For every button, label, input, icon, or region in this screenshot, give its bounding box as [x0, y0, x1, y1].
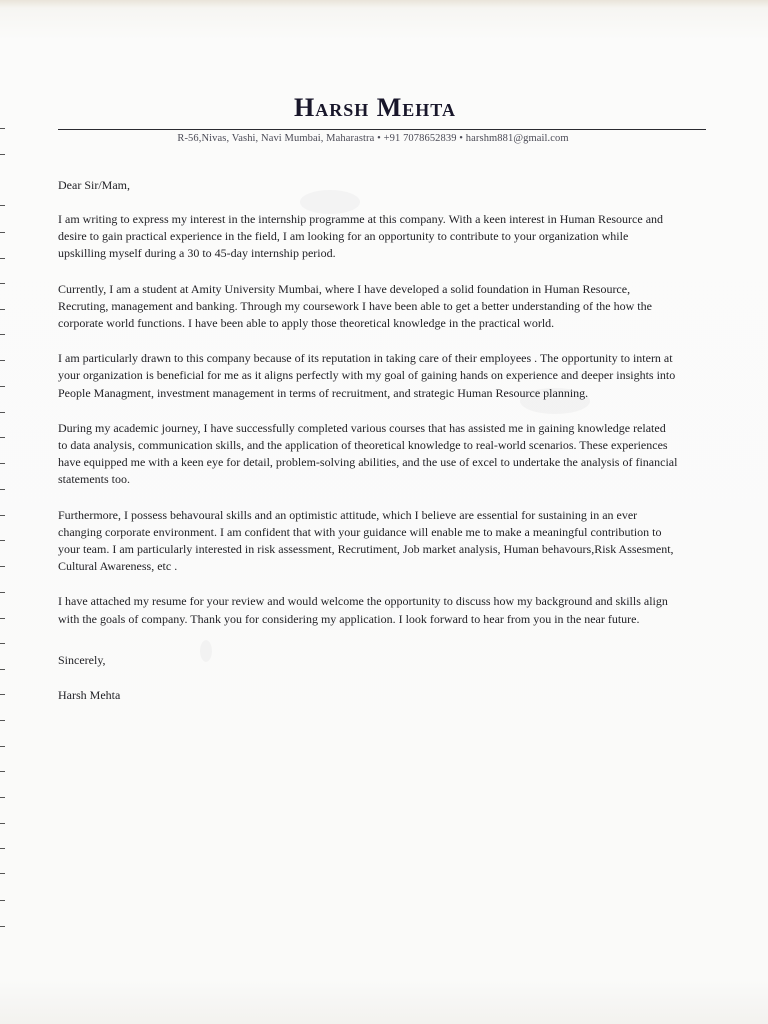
body-paragraph: Furthermore, I possess behavoural skills and an optimistic attitude, which I believe are essential for sustaining in an ever changing corporate environment. I am confident that with your guidance will enable me to make a meaningful contribution to your team. I am particularly interested in risk assessment, Recrutiment, Job market analysis, Human behavours,Risk Assesment, Cultural Awareness, etc . — [58, 507, 674, 574]
salutation: Dear Sir/Mam, — [58, 178, 130, 192]
body-paragraph: I have attached my resume for your review and would welcome the opportunity to discuss how my background and skills align with the goals of company. Thank you for considering my application. I look forward to hear from you in the near future. — [58, 594, 668, 626]
letterhead-name: Harsh Mehta — [294, 93, 456, 122]
signature-name: Harsh Mehta — [58, 687, 121, 702]
letterhead-rule — [58, 129, 706, 130]
letterhead-contact: R-56,Nivas, Vashi, Navi Mumbai, Maharastra • +91 7078652839 • harshm881@gmail.com — [177, 133, 569, 144]
cover-letter — [58, 92, 708, 703]
closing: Sincerely, — [58, 652, 106, 667]
body-paragraph: Currently, I am a student at Amity University Mumbai, where I have developed a solid foundation in Human Resource, Recruting, management and banking. Through my coursework I have been able to get a better understanding of the how the corporate world functions. I have been able to apply those theoretical knowledge in the practical world. — [58, 281, 652, 331]
left-edge-marks — [0, 0, 8, 1024]
body-paragraph: I am writing to express my interest in the internship programme at this company. With a keen interest in Human Resource and desire to gain practical experience in the field, I am looking for an opportunity to contribute to your organization while upskilling myself during a 30 to 45-day internship period. — [58, 212, 664, 261]
body-paragraph: During my academic journey, I have successfully completed various courses that has assisted me in gaining knowledge related to data analysis, communication skills, and the application of theoretical knowledge to real-world scenarios. These experiences have equipped me with a keen eye for detail, problem-solving abilities, and the use of excel to undertake the analysis of financial statements too. — [58, 420, 678, 487]
body-paragraph: I am particularly drawn to this company because of its reputation in taking care of their employees . The opportunity to intern at your organization is beneficial for me as it aligns perfectly with my goal of gaining hands on experience and deeper insights into People Managment, investment management in terms of recruitment, and strategic Human Resource planning. — [58, 351, 676, 400]
